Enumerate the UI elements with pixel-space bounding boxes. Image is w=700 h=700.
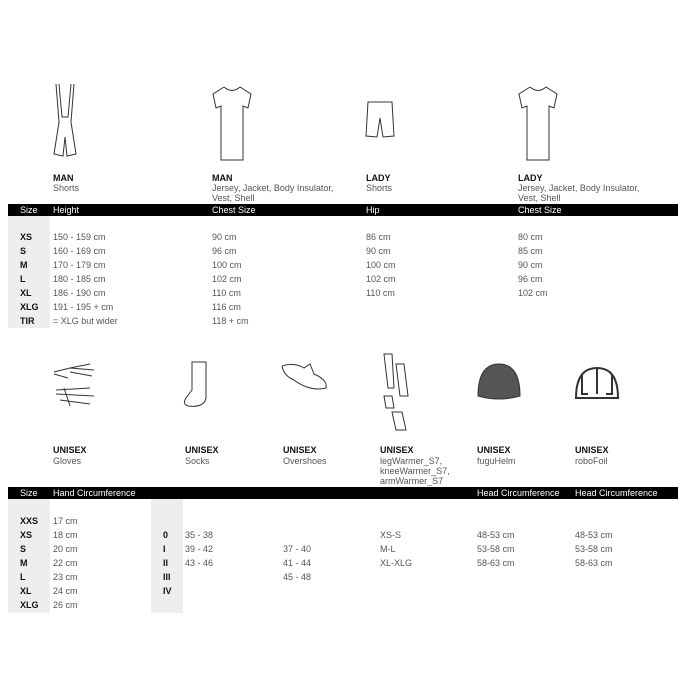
helmet-icon: [572, 364, 622, 404]
product-name: Overshoes: [283, 456, 327, 466]
product-name: Vest, Shell: [518, 193, 561, 203]
header-hand: Hand Circumference: [53, 488, 136, 498]
table-cell: 58-63 cm: [575, 558, 613, 568]
product-gender: MAN: [212, 173, 233, 183]
table-cell: IV: [163, 586, 172, 596]
size-label: S: [20, 544, 27, 554]
table-cell: 53-58 cm: [575, 544, 613, 554]
warmers-icon: [378, 352, 412, 432]
header-size: Size: [20, 205, 38, 215]
product-name: Socks: [185, 456, 210, 466]
table-cell: 150 - 159 cm: [53, 232, 106, 242]
table-cell: 39 - 42: [185, 544, 214, 554]
table-cell: 191 - 195 + cm: [53, 302, 114, 312]
product-name: Jersey, Jacket, Body Insulator,: [212, 183, 334, 193]
size-label: XLG: [20, 600, 39, 610]
table-cell: 20 cm: [53, 544, 78, 554]
table-cell: 116 cm: [212, 302, 241, 312]
product-name: Vest, Shell: [212, 193, 255, 203]
size-label: L: [20, 274, 26, 284]
header-chest: Chest Size: [212, 205, 256, 215]
table-cell: XL-XLG: [380, 558, 413, 568]
table-cell: 96 cm: [212, 246, 237, 256]
table-cell: XS-S: [380, 530, 402, 540]
table-cell: 96 cm: [518, 274, 543, 284]
bib-shorts-icon: [50, 82, 80, 162]
product-gender: UNISEX: [283, 445, 317, 455]
table-cell: 102 cm: [518, 288, 548, 298]
header-head: Head Circumference: [575, 488, 658, 498]
table-cell: 90 cm: [212, 232, 237, 242]
table-cell: 26 cm: [53, 600, 78, 610]
table-cell: 58-63 cm: [477, 558, 515, 568]
table-cell: 110 cm: [366, 288, 395, 298]
table-cell: I: [163, 544, 166, 554]
table-cell: 35 - 38: [185, 530, 214, 540]
header-chest: Chest Size: [518, 205, 562, 215]
size-label: S: [20, 246, 27, 256]
product-gender: LADY: [518, 173, 543, 183]
product-name: roboFoil: [575, 456, 608, 466]
table-cell: 180 - 185 cm: [53, 274, 106, 284]
table-cell: 48-53 cm: [477, 530, 515, 540]
table-cell: 160 - 169 cm: [53, 246, 106, 256]
header-height: Height: [53, 205, 80, 215]
size-label: M: [20, 260, 28, 270]
jersey-icon: [210, 84, 254, 164]
table-header: [8, 204, 678, 216]
product-name: Shorts: [366, 183, 393, 193]
size-label: L: [20, 572, 26, 582]
gloves-icon: [50, 360, 100, 410]
size-label: TIR: [20, 316, 35, 326]
table-cell: 85 cm: [518, 246, 543, 256]
table-cell: 102 cm: [366, 274, 396, 284]
header-hip: Hip: [366, 205, 380, 215]
table-cell: 80 cm: [518, 232, 543, 242]
size-label: XL: [20, 586, 32, 596]
jersey-icon: [516, 84, 560, 164]
size-label: M: [20, 558, 28, 568]
table-cell: 118 + cm: [212, 316, 249, 326]
table-cell: III: [163, 572, 171, 582]
header-head: Head Circumference: [477, 488, 560, 498]
table-cell: 110 cm: [212, 288, 241, 298]
table-cell: 100 cm: [366, 260, 396, 270]
table-cell: 23 cm: [53, 572, 78, 582]
product-name: fuguHelm: [477, 456, 516, 466]
table-cell: 17 cm: [53, 516, 78, 526]
product-name: legWarmer_S7,: [380, 456, 443, 466]
shorts-icon: [364, 100, 396, 140]
size-label: XL: [20, 288, 32, 298]
overshoes-icon: [280, 360, 330, 400]
product-gender: UNISEX: [185, 445, 219, 455]
table-cell: 102 cm: [212, 274, 242, 284]
table-cell: 24 cm: [53, 586, 78, 596]
table-cell: 37 - 40: [283, 544, 312, 554]
product-name: Gloves: [53, 456, 82, 466]
size-label: XXS: [20, 516, 39, 526]
table-cell: 90 cm: [366, 246, 391, 256]
table-cell: 100 cm: [212, 260, 242, 270]
table-cell: 90 cm: [518, 260, 543, 270]
header-size: Size: [20, 488, 38, 498]
table-header: [8, 487, 678, 499]
product-gender: UNISEX: [380, 445, 414, 455]
product-gender: MAN: [53, 173, 74, 183]
table-cell: 0: [163, 530, 169, 540]
table-cell: 45 - 48: [283, 572, 312, 582]
table-cell: M-L: [380, 544, 396, 554]
product-gender: UNISEX: [575, 445, 609, 455]
table-cell: 170 - 179 cm: [53, 260, 106, 270]
product-name: armWarmer_S7: [380, 476, 444, 486]
table-cell: 18 cm: [53, 530, 78, 540]
table-cell: 186 - 190 cm: [53, 288, 106, 298]
product-gender: UNISEX: [53, 445, 87, 455]
table-cell: 22 cm: [53, 558, 78, 568]
size-label: XLG: [20, 302, 39, 312]
table-cell: 86 cm: [366, 232, 391, 242]
table-cell: 48-53 cm: [575, 530, 613, 540]
helmet-icon: [474, 360, 524, 406]
product-name: Jersey, Jacket, Body Insulator,: [518, 183, 640, 193]
table-cell: 41 - 44: [283, 558, 312, 568]
size-label: XS: [20, 530, 33, 540]
table-cell: 43 - 46: [185, 558, 214, 568]
table-cell: II: [163, 558, 169, 568]
table-cell: = XLG but wider: [53, 316, 118, 326]
product-gender: LADY: [366, 173, 391, 183]
socks-icon: [180, 360, 210, 410]
product-gender: UNISEX: [477, 445, 511, 455]
product-name: Shorts: [53, 183, 80, 193]
size-label: XS: [20, 232, 33, 242]
table-cell: 53-58 cm: [477, 544, 515, 554]
product-name: kneeWarmer_S7,: [380, 466, 450, 476]
